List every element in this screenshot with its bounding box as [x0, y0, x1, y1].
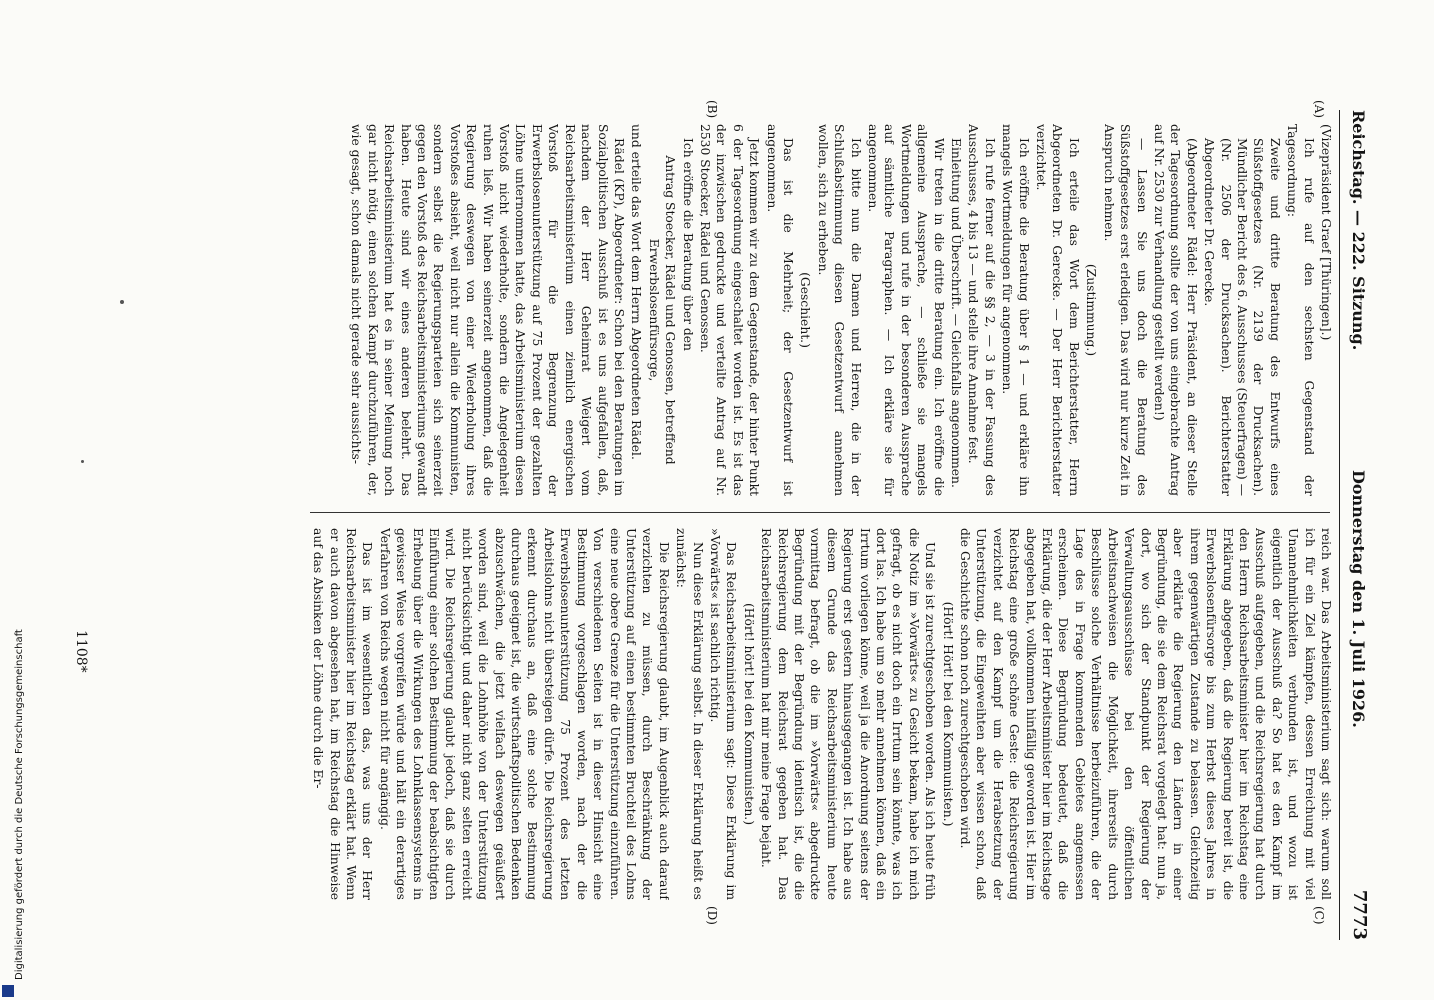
- page-number: 7773: [1349, 889, 1370, 940]
- header-date: Donnerstag den 1. Juli 1926.: [1349, 470, 1368, 728]
- paragraph: reich war. Das Arbeitsministerium sagt sich: warum soll ich für ein Ziel kämpfen, dessen Erreichung mit viel Unannehmlichkeiten verbunden ist, und wozu ist eigentlich der Ausschuß da? So hat es den Kampf im Ausschuß aufgegeben, und die Reichsregierung hat durch den Herrn Reichsarbeitsminister hier im Reichstag eine Erklärung abgegeben, daß die Regierung bereit ist, die Erwerbslosenfürsorge bis zum Herbst dieses Jahres in ihrem gegenwärtigen Zustande zu belassen. Gleichzeitig aber erklärte die Regierung den Ländern in einer Begründung, die sie dem Reichsrat vorgelegt hat: nun ja, dort, wo sich der Standpunkt der Regierung der Verwaltungsausschüsse bei den öffentlichen Arbeitsnachweisen die Möglichkeit, ihrerseits durch Beschlüsse solche Verhältnisse herbeizuführen, die der Lage des in Frage kommenden Gebietes angemessen erscheinen. Diese Begründung bedeutet, daß die Erklärung, die der Herr Arbeitsminister hier im Reichstage abgegeben hat, vollkommen hinfällig geworden ist. Hier im Reichstag eine große schöne Geste: die Reichsregierung verzichtet auf den Kampf um die Herabsetzung der Unterstützung, die Eingeweihten aber wissen schon, daß die Geschichte schon noch zurechtgeschoben wird.: [958, 528, 1333, 900]
- paragraph: (Hört! Hört! bei den Kommunisten.): [940, 601, 955, 827]
- paragraph: Ich bitte nun die Damen und Herren, die in der Schlußabstimmung diesen Gesetzentwurf annehmen wollen, sich zu erheben.: [815, 124, 863, 496]
- paragraph: Nun diese Erklärung selbst. In dieser Erklärung heißt es zunächst:: [674, 528, 705, 900]
- margin-marker-d: (D): [705, 906, 719, 925]
- left-text-column: [119, 124, 1334, 496]
- paragraph: Ich rufe ferner auf die §§ 2, — 3 in der Fassung des Ausschusses, 4 bis 13 — und stelle ihre Annahme fest.: [966, 124, 997, 496]
- paragraph: Wir treten in die dritte Beratung ein. Ich eröffne die allgemeine Aussprache, — schließe sie mangels Wortmeldungen und rufe in der besonderen Aussprache auf sämtliche Paragraphen. — Ich erkläre sie für angenommen.: [866, 124, 946, 496]
- margin-marker-b: (B): [705, 100, 719, 119]
- signature-mark: 1108*: [73, 630, 89, 673]
- paragraph: Zweite und dritte Beratung des Entwurfs eines Süßstoffgesetzes (Nr. 2139 der Drucksachen). Mündlicher Bericht des 6. Ausschusses (Steuerfragen) — (Nr. 2506 der Drucksachen). Berichterstatter Abgeordneter Dr. Gerecke.: [1202, 138, 1282, 496]
- paragraph: Ich eröffne die Beratung über § 1 — und erkläre ihn mangels Wortmeldungen für angenommen.: [1000, 124, 1031, 496]
- paragraph: Die Reichsregierung glaubt, im Augenblick auch darauf verzichten zu müssen, durch Beschränkung der Unterstützung auf einen bestimmten Bruchteil des Lohns eine neue obere Grenze für die Unterstützung einzuführen. Von verschiedenen Seiten ist in dieser Hinsicht eine Bestimmung vorgeschlagen worden, nach der die Erwerbslosenunterstützung 75 Prozent des letzten Arbeitslohns nicht übersteigen dürfe. Die Reichsregierung erkennt durchaus an, daß eine solche Bestimmung durchaus geeignet ist, die wirtschaftspolitischen Bedenken abzuschwächen, die jetzt vielfach deswegen geäußert worden sind, weil die Lohnhöhe von der Unterstützung nicht berücksichtigt und daher nicht ganz selten erreicht wird. Die Reichsregierung glaubt jedoch, daß sie durch Einführung einer solchen Bestimmung der beabsichtigten Erhebung über die Wirkungen des Lohnklassensystems in gewisser Weise vorgreifen würde und hält ein derartiges Verfahren von Reichs wegen nicht für angängig.: [377, 528, 671, 900]
- paragraph: Jetzt kommen wir zu dem Gegenstande, der hinter Punkt 6 der Tagesordnung eingeschaltet worden ist. Es ist das der inzwischen gedruckte und verteilte Antrag auf Nr. 2530 Stoecker, Rädel und Genossen.: [697, 124, 762, 496]
- paragraph: Einleitung und Überschrift. — Gleichfalls angenommen.: [949, 138, 964, 488]
- paragraph: Rädel (KP), Abgeordneter: Schon bei den Beratungen im Sozialpolitischen Ausschuß ist es uns aufgefallen, daß, nachdem der Herr Geheimrat Weigert vom Reichsarbeitsministerium einen ziemlich energischen Vorstoß für die Begrenzung der Erwerbslosenunterstützung auf 75 Prozent der gezahlten Löhne unternommen hatte, das Arbeitsministerium diesen Vorstoß nicht wiederholte, sondern die Angelegenheit ruhen ließ. Wir haben seinerzeit angenommen, daß die Regierung deswegen von einer Wiederholung ihres Vorstoßes absieht, weil nicht nur allein die Kommunisten, sondern selbst die Regierungsparteien sich seinerzeit gegen den Vorstoß des Reichsarbeitsministeriums gewandt haben. Heute sind wir eines anderen belehrt. Das Reichsarbeitsministerium hat es in seiner Meinung noch gar nicht nötig, einen solchen Kampf durchzuführen, der, wie gesagt, schon damals nicht gerade sehr aussichts-: [349, 124, 626, 496]
- column-divider: [310, 512, 1330, 513]
- paragraph: Und sie ist zurechtgeschoben worden. Als ich heute früh die Notiz im »Vorwärts« zu Gesicht bekam, habe ich mich gefragt, ob es nicht doch ein Irrtum sein könnte, was ich dort las. Ich habe um so mehr annehmen können, daß ein Irrtum vorliegen könne, weil ja die Anordnung seitens der Regierung erst gestern hinausgegangen ist. Ich habe aus diesem Grunde das Reichsarbeitsministerium heute vormittag befragt, ob die im »Vorwärts« abgedruckte Begründung mit der Begründung identisch ist, die die Reichsregierung dem Reichsrat gegeben hat. Das Reichsarbeitsministerium hat mir meine Frage bejaht.: [759, 528, 938, 900]
- margin-marker-a: (A): [1312, 100, 1326, 119]
- digitization-note: Digitalisierung gefördert durch die Deutsche Forschungsgemeinschaft: [14, 629, 25, 980]
- running-header: [1339, 110, 1374, 940]
- right-text-column: [119, 528, 1334, 900]
- paragraph: und erteile das Wort dem Herrn Abgeordneten Rädel.: [629, 124, 644, 460]
- paragraph: Antrag Stoecker, Rädel und Genossen, betreffend Erwerbslosenfürsorge,: [646, 155, 678, 465]
- paragraph: (Vizepräsident Graef [Thüringen].): [1319, 124, 1333, 341]
- paragraph: Das ist die Mehrheit; der Gesetzentwurf ist angenommen.: [764, 124, 795, 496]
- scan-speck: [120, 300, 124, 304]
- scan-speck: [81, 460, 84, 463]
- paragraph: (Zustimmung.): [1084, 263, 1099, 357]
- paragraph: (Hört! hört! bei den Kommunisten.): [741, 602, 756, 826]
- margin-marker-c: (C): [1312, 906, 1326, 925]
- paragraph: Ich rufe auf den sechsten Gegenstand der Tagesordnung:: [1285, 124, 1316, 496]
- digitization-strip: [0, 0, 25, 1000]
- paragraph: Das Reichsarbeitsministerium sagt: Diese Erklärung im »Vorwärts« ist sachlich richtig.: [707, 528, 739, 900]
- paragraph: Ich erteile das Wort dem Berichterstatter, Herrn Abgeordneten Dr. Gerecke. — Der Herr Berichterstatter verzichtet.: [1034, 124, 1081, 496]
- paragraph: Ich eröffne die Beratung über den: [680, 138, 695, 351]
- paragraph: Das ist im wesentlichen das, was uns der Herr Reichsarbeitsminister hier im Reichstag erklärt hat. Wenn er auch davon abgesehen hat, im Reichstag die Hinweise auf das Absinken der Löhne durch die Er-: [311, 528, 375, 900]
- paragraph: — Lassen Sie uns doch die Beratung des Süßstoffgesetzes erst erledigen. Das wird nur kurze Zeit in Anspruch nehmen.: [1101, 124, 1149, 496]
- header-left: Reichstag. — 222. Sitzung.: [1349, 110, 1368, 351]
- dfg-logo-icon: [2, 985, 14, 997]
- paragraph: (Geschieht.): [798, 272, 813, 348]
- paragraph: (Abgeordneter Rädel: Herr Präsident, an dieser Stelle der Tagesordnung sollte der von uns eingebrachte Antrag auf Nr. 2530 zur Verhandlung gestellt werden!): [1151, 124, 1199, 496]
